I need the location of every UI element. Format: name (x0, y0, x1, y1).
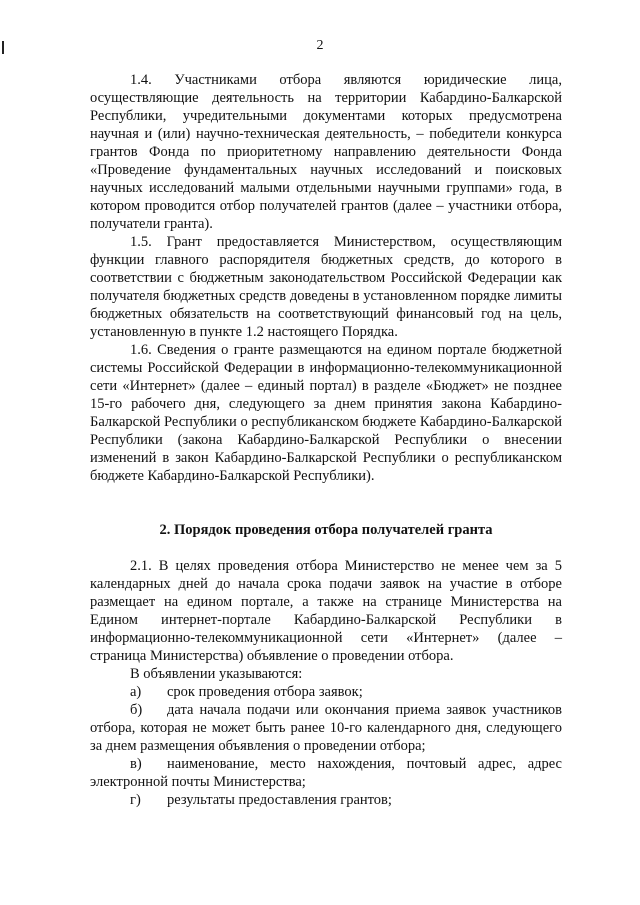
list-marker: б) (130, 702, 143, 718)
list-item-a (90, 683, 562, 701)
paragraph-1-6: 1.6. Сведения о гранте размещаются на едином портале бюджетной системы Российской Федерации в информационно-телекоммуникационной сети «Интернет» (далее – единый портал) в разделе «Бюджет» не позднее 15-го рабочего дня, следующего за днем принятия закона Кабардино-Балкарской Республики о республиканском бюджете Кабардино-Балкарской Республики (закона Кабардино-Балкарской Республики о внесении изменений в закон Кабардино-Балкарской Республики о республиканском бюджете Кабардино-Балкарской Республики). (90, 342, 562, 484)
list-marker: в) (130, 756, 142, 772)
list-item-text: срок проведения отбора заявок; (167, 684, 363, 700)
list-marker: а) (130, 684, 142, 700)
list-item-text: результаты предоставления грантов; (167, 792, 392, 808)
list-item-text: дата начала подачи или окончания приема заявок участников отбора, которая не может быть ранее 10-го календарного дня, следующего за днем размещения объявления о проведении отбора; (90, 702, 562, 754)
announcement-intro: В объявлении указываются: (130, 666, 303, 682)
list-marker: г) (130, 792, 141, 808)
list-item-text: наименование, место нахождения, почтовый адрес, адрес электронной почты Министерства; (90, 756, 562, 790)
list-item-b (90, 701, 562, 755)
paragraph-2-1: 2.1. В целях проведения отбора Министерство не менее чем за 5 календарных дней до начала срока подачи заявок на участие в отборе размещает на едином портале, а также на странице Министерства на Едином интернет-портале Кабардино-Балкарской Республики в информационно-телекоммуникационной сети «Интернет» (далее – страница Министерства) объявление о проведении отбора. (90, 558, 562, 664)
paragraph-1-4: 1.4. Участниками отбора являются юридические лица, осуществляющие деятельность на территории Кабардино-Балкарской Республики, учредительными документами которых предусмотрена научная и (или) научно-техническая деятельность, – победители конкурса грантов Фонда по приоритетному направлению деятельности Фонда «Проведение фундаментальных научных исследований и поисковых научных исследований малыми отдельными научными группами» года, в котором проводится отбор получателей грантов (далее – участники отбора, получатели гранта). (90, 72, 562, 232)
document-body (90, 71, 562, 809)
section-heading: 2. Порядок проведения отбора получателей гранта (159, 522, 493, 538)
paragraph-1-5: 1.5. Грант предоставляется Министерством, осуществляющим функции главного распорядителя бюджетных средств, до которого в соответствии с бюджетным законодательством Российской Федерации как получателя бюджетных средств доведены в установленном порядке лимиты бюджетных обязательств на соответствующий финансовый год на цель, установленную в пункте 1.2 настоящего Порядка. (90, 234, 562, 340)
list-item-g (90, 791, 562, 809)
list-item-v (90, 755, 562, 791)
page-number: 2 (316, 38, 324, 53)
